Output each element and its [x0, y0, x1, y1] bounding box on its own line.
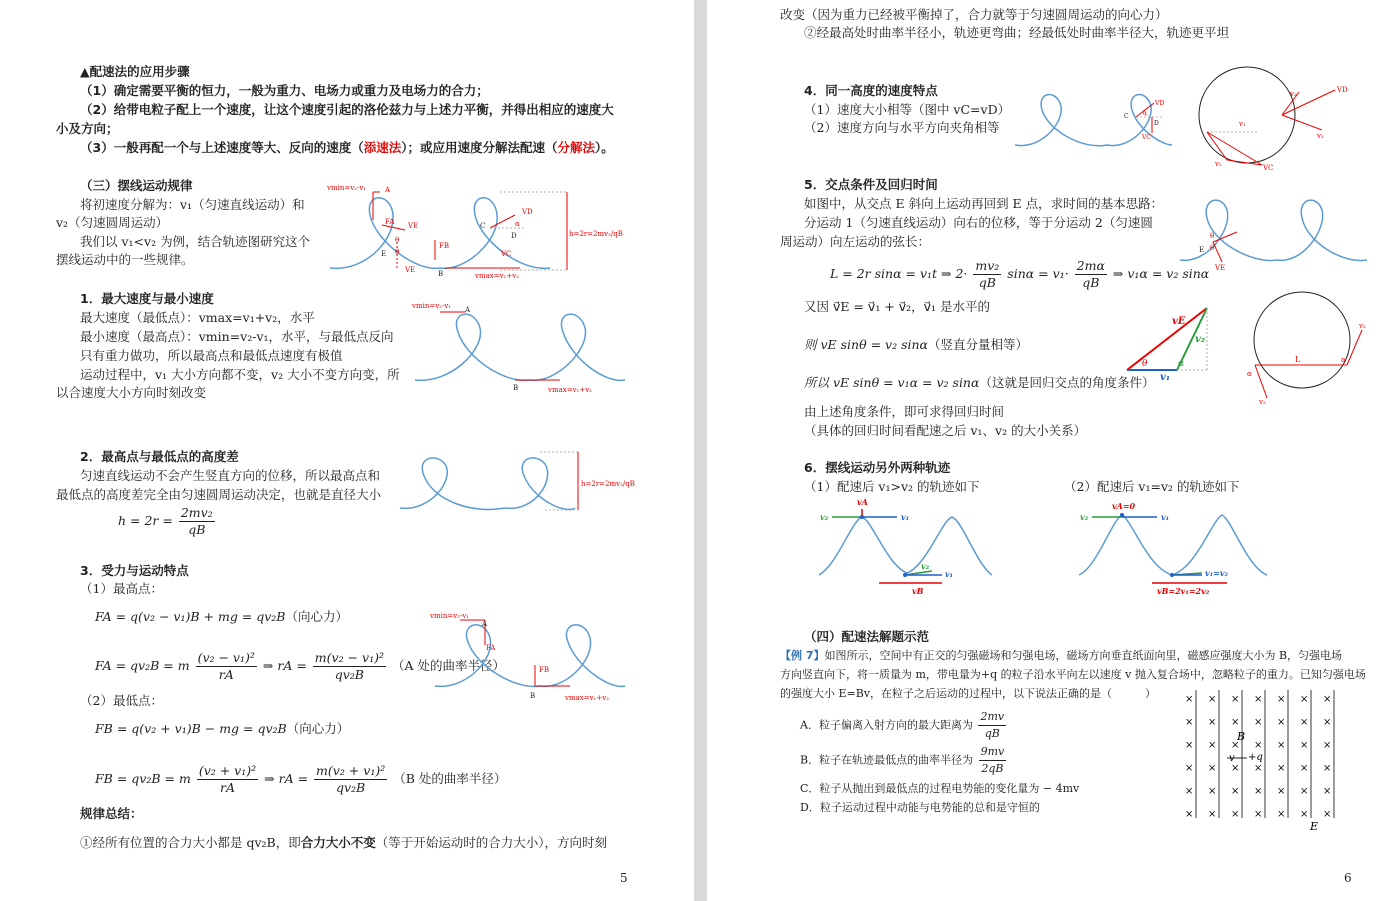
r-s4-l1: （1）速度大小相等（图中 vC=vD）	[804, 102, 1011, 117]
field-cross-mark: ×	[1300, 717, 1309, 728]
fig7-E: E	[1199, 246, 1205, 254]
r-opt-a-num: 2mv	[978, 709, 1006, 726]
vector-triangle-figure	[1122, 300, 1222, 383]
fig12-B: B	[1237, 730, 1246, 743]
r-s5-eq-d1: qB	[978, 275, 996, 290]
cycloid-figure-1	[325, 180, 635, 285]
circle-velocity-figure	[1187, 60, 1367, 175]
fig1-VD: VD	[522, 208, 533, 216]
s2-title: （三）摆线运动规律	[80, 178, 193, 193]
s4-eq-den: qB	[188, 522, 206, 537]
s6-title: 规律总结：	[80, 806, 143, 821]
s5-title: 3．受力与运动特点	[80, 563, 189, 578]
fig11-eq: v₁=v₂	[1205, 568, 1229, 578]
s5-eq3	[95, 720, 349, 738]
fig1-FB: FB	[439, 242, 450, 250]
r-opt-a-frac	[978, 709, 1006, 742]
r-s7-title: （四）配速法解题示范	[804, 629, 930, 644]
r-s5-eq-frac2	[1075, 258, 1107, 291]
s5-eq2-mid: ⇒ rA =	[262, 658, 307, 673]
r-s6-title: 6．摆线运动另外两种轨迹	[804, 460, 951, 475]
fig4-A: A	[482, 620, 488, 628]
s5-top: （1）最高点：	[80, 581, 163, 596]
field-cross-mark: ×	[1185, 809, 1194, 820]
field-cross-mark: ×	[1323, 763, 1332, 774]
field-cross-mark: ×	[1185, 740, 1194, 751]
fig7-theta2: θ	[1210, 244, 1215, 252]
s2-p2b: 摆线运动中的一些规律。	[56, 252, 194, 267]
s4-l2: 最低点的高度差完全由匀速圆周运动决定，也就是直径大小	[56, 487, 382, 502]
fig8-alpha: α	[1178, 359, 1185, 369]
field-cross-mark: ×	[1208, 809, 1217, 820]
r-opt-a-den: qB	[984, 727, 1000, 740]
s5-eq1-text: FA = q(v₂ − v₁)B + mg = qv₂B	[95, 609, 286, 624]
r-s5-eq-b: sinα = v₁·	[1007, 266, 1069, 281]
s3-l3: 只有重力做功，所以最高点和最低点速度有极值	[80, 348, 343, 363]
fig11-v2: v₂	[1080, 512, 1089, 522]
s6-l1-bold: 合力大小不变	[300, 835, 376, 850]
s1-line3-a: （3）一般再配一个与上述速度等大、反向的速度（	[80, 140, 364, 155]
field-cross-mark: ×	[1323, 694, 1332, 705]
s5-eq1-note: （向心力）	[285, 609, 349, 624]
s6-l1-a: ①经所有位置的合力大小都是 qv₂B，即	[80, 835, 301, 850]
field-cross-mark: ×	[1254, 717, 1263, 728]
s5-eq4-mid: ⇒ rA =	[264, 771, 309, 786]
s5-eq2-note: （A 处的曲率半径）	[391, 658, 505, 673]
cycloid-figure-3	[395, 450, 635, 520]
r-s4-title: 4．同一高度的速度特点	[804, 83, 938, 98]
s3-l4b: 以合速度大小方向时刻改变	[56, 385, 207, 400]
fig11-vA: vA=0	[1112, 501, 1136, 511]
r-opt-b-frac	[979, 744, 1007, 777]
page-right	[707, 0, 1391, 901]
r-s5-eq	[830, 258, 1209, 291]
fig9-L: L	[1295, 355, 1301, 364]
field-cross-mark: ×	[1277, 809, 1286, 820]
fig11-vB: vB=2v₁=2v₂	[1157, 586, 1210, 596]
fig1-A: A	[385, 186, 391, 194]
field-cross-mark: ×	[1208, 786, 1217, 797]
fig6-v1a: v₁	[1239, 120, 1246, 128]
r-s5-l1: 如图中，从交点 E 斜向上运动再回到 E 点，求时间的基本思路：	[804, 196, 1164, 211]
field-cross-mark: ×	[1300, 694, 1309, 705]
field-cross-mark: ×	[1323, 786, 1332, 797]
r-top1: 改变（因为重力已经被平衡掉了，合力就等于匀速圆周运动的向心力）	[780, 7, 1168, 22]
s5-eq4-den1: rA	[219, 780, 235, 795]
s4-eq-num: 2mv₂	[180, 505, 213, 520]
s5-eq4-note: （B 处的曲率半径）	[393, 771, 507, 786]
field-cross-mark: ×	[1277, 694, 1286, 705]
field-cross-mark: ×	[1277, 786, 1286, 797]
field-cross-mark: ×	[1208, 694, 1217, 705]
fig10-vB: vB	[912, 586, 924, 596]
s1-line2a: （2）给带电粒子配上一个速度，让这个速度引起的洛伦兹力与上述力平衡，并得出相应的速度大	[80, 102, 614, 117]
r-s5-l6: 由上述角度条件，即可求得回归时间	[804, 404, 1005, 419]
fig10-v1: v₁	[901, 512, 910, 522]
field-cross-mark: ×	[1277, 763, 1286, 774]
r-s5-l4	[804, 336, 1028, 354]
s1-line3-red1: 添速法	[363, 140, 402, 155]
field-cross-mark: ×	[1323, 740, 1332, 751]
fig1-vmax: vmax=v₁+v₂	[475, 272, 519, 280]
fig9-alpha1: α	[1341, 356, 1346, 364]
r-s5-title: 5．交点条件及回归时间	[804, 177, 938, 192]
s2-p2a: 我们以 v₁<v₂ 为例，结合轨迹图研究这个	[80, 234, 311, 249]
field-cross-mark: ×	[1277, 740, 1286, 751]
s5-eq2-lhs: FA = qv₂B = m	[95, 658, 190, 673]
s5-eq2-frac1	[196, 650, 257, 683]
s1-line3-c: ）。	[595, 140, 614, 155]
r-s5-eq-n2: 2mα	[1076, 258, 1105, 273]
field-cross-mark: ×	[1231, 694, 1240, 705]
page-number-right: 6	[1344, 871, 1352, 885]
fig1-C: C	[480, 222, 486, 230]
fig5-C: C	[1124, 113, 1129, 120]
field-cross-mark: ×	[1231, 763, 1240, 774]
fig12-v: v	[1229, 753, 1235, 764]
s5-eq4-lhs: FB = qv₂B = m	[95, 771, 191, 786]
r-ex-tag: 【例 7】	[780, 649, 825, 662]
field-cross-mark: ×	[1300, 740, 1309, 751]
s1-line1: （1）确定需要平衡的恒力，一般为重力、电场力或重力及电场力的合力；	[80, 83, 489, 98]
field-cross-mark: ×	[1231, 740, 1240, 751]
s2-p1b: v₂（匀速圆周运动）	[56, 215, 169, 230]
fig4-FA: FA	[486, 644, 496, 652]
fig1-B: B	[438, 270, 444, 278]
fig2-vmin: vmin=v₂-v₁	[412, 302, 452, 310]
fig5-VC: VC	[1142, 134, 1151, 141]
fig6-v2b: v₂	[1215, 160, 1222, 168]
s6-l1	[80, 834, 607, 852]
fig5-alpha: α	[1143, 110, 1148, 117]
field-cross-mark: ×	[1208, 763, 1217, 774]
field-cross-mark: ×	[1254, 740, 1263, 751]
cycloid-figure-7	[1177, 190, 1372, 275]
field-cross-mark: ×	[1254, 763, 1263, 774]
s5-eq1	[95, 608, 348, 626]
s5-eq4-num2: m(v₂ + v₁)²	[316, 763, 386, 778]
r-s4-l2: （2）速度方向与水平方向夹角相等	[804, 120, 1000, 135]
field-cross-mark: ×	[1277, 717, 1286, 728]
fig8-v1: v₁	[1160, 372, 1171, 383]
s4-eq-frac	[179, 505, 215, 538]
r-s5-eq-frac1	[973, 258, 1001, 291]
r-top2: ②经最高处时曲率半径小，轨迹更弯曲；经最低处时曲率半径大，轨迹更平坦	[804, 25, 1230, 40]
r-opt-b-text: B．粒子在轨迹最低点的曲率半径为	[800, 753, 974, 767]
r-s5-l5	[804, 374, 1154, 392]
fig9-v2a: v₂	[1359, 322, 1366, 330]
fig4-vmax: vmax=v₁+v₂	[565, 694, 609, 702]
s4-eq-lhs: h = 2r =	[118, 513, 173, 528]
s5-eq4-num1: (v₂ + v₁)²	[198, 763, 257, 778]
field-cross-mark: ×	[1231, 717, 1240, 728]
r-opt-b-num: 9mv	[979, 744, 1007, 761]
r-s5-l4-b: （竖直分量相等）	[928, 337, 1029, 352]
fig6-VC: VC	[1263, 164, 1274, 172]
page-number-left: 5	[620, 871, 628, 885]
r-s5-l2a: 分运动 1（匀速直线运动）向右的位移，等于分运动 2（匀速圆	[804, 215, 1153, 230]
cycloid-v1-gt-v2-figure	[817, 495, 1017, 600]
r-s6-c1: （1）配速后 v₁>v₂ 的轨迹如下	[804, 479, 980, 494]
s1-title: ▲配速法的应用步骤	[80, 64, 190, 79]
field-cross-mark: ×	[1231, 809, 1240, 820]
s2-p1a: 将初速度分解为：v₁（匀速直线运动）和	[80, 197, 305, 212]
fig1-FA: FA	[385, 218, 395, 226]
field-cross-mark: ×	[1208, 717, 1217, 728]
r-s5-eq-c: ⇒ v₁α = v₂ sinα	[1112, 266, 1210, 281]
field-cross-mark: ×	[1254, 786, 1263, 797]
cycloid-figure-4	[430, 610, 630, 705]
s1-line3-b: ）；或应用速度分解法配速（	[401, 140, 558, 155]
fig9-alpha2: α	[1247, 370, 1252, 378]
fig1-theta: θ	[395, 236, 400, 244]
r-s5-l5-a: 所以 vE sinθ = v₁α = v₂ sinα	[804, 375, 980, 390]
field-cross-mark: ×	[1185, 717, 1194, 728]
fig1-VC: VC	[501, 250, 512, 258]
fig2-vmax: vmax=v₁+v₂	[548, 386, 592, 394]
s5-bot: （2）最低点：	[80, 693, 163, 708]
r-opt-c[interactable]: C．粒子从抛出到最低点的过程电势能的变化量为 − 4mv	[800, 782, 1080, 795]
r-opt-d[interactable]: D．粒子运动过程中动能与电势能的总和是守恒的	[800, 801, 1040, 814]
field-cross-mark: ×	[1323, 717, 1332, 728]
fig6-v2: v₂	[1290, 90, 1297, 98]
fig1-vmin: vmin=v₂-v₁	[327, 184, 367, 192]
field-cross-mark: ×	[1254, 809, 1263, 820]
r-ex-l2: 方向竖直向下，将一质量为 m，带电量为+q 的粒子沿水平向左以速度 v 抛入复合场中，忽略粒子的重力。已知匀强电场	[780, 668, 1366, 681]
s5-eq2-num1: (v₂ − v₁)²	[197, 650, 255, 665]
fig3-h: h=2r=2mv₂/qB	[581, 480, 635, 488]
r-opt-a[interactable]	[800, 709, 1008, 742]
s1-line3	[80, 139, 614, 157]
r-s5-eq-a: L = 2r sinα = v₁t ⇒ 2·	[830, 266, 968, 281]
fig7-VE: VE	[1215, 264, 1226, 272]
fig10-v2: v₂	[820, 512, 829, 522]
r-opt-b-den: 2qB	[981, 762, 1004, 775]
field-cross-mark: ×	[1254, 694, 1263, 705]
fig8-theta: θ	[1142, 359, 1148, 369]
field-cross-mark: ×	[1208, 740, 1217, 751]
fig1-theta2: θ	[395, 248, 400, 256]
field-cross-mark: ×	[1185, 763, 1194, 774]
r-opt-b[interactable]	[800, 744, 1008, 777]
fig1-E: E	[381, 250, 387, 258]
field-cross-mark: ×	[1300, 763, 1309, 774]
field-cross-mark: ×	[1231, 786, 1240, 797]
s5-eq4-den2: qv₂B	[335, 780, 366, 795]
page-left	[0, 0, 694, 901]
fig1-alpha: α	[515, 220, 520, 228]
r-s5-eq-d2: qB	[1082, 275, 1100, 290]
s5-eq4-frac2	[314, 763, 387, 796]
r-s6-c2: （2）配速后 v₁=v₂ 的轨迹如下	[1064, 479, 1240, 494]
fig10-v2b: v₂	[921, 561, 930, 571]
field-cross-mark: ×	[1185, 694, 1194, 705]
fig7-theta: θ	[1210, 232, 1215, 240]
field-cross-mark: ×	[1323, 809, 1332, 820]
fig4-FB: FB	[539, 666, 550, 674]
fig1-h: h=2r=2mv₂/qB	[569, 230, 623, 238]
r-s5-l4-a: 则 vE sinθ = v₂ sinα	[804, 337, 928, 352]
r-ex-l1	[780, 647, 1342, 665]
r-s5-l7: （具体的回归时间看配速之后 v₁、v₂ 的大小关系）	[804, 423, 1087, 438]
s5-eq2-frac2	[313, 650, 386, 683]
s4-equation	[118, 505, 217, 538]
fig12-q: +q	[1248, 752, 1263, 763]
fig2-A: A	[465, 306, 471, 314]
s5-eq3-note: （向心力）	[286, 721, 350, 736]
cycloid-figure-5	[1012, 85, 1177, 155]
s1-line3-red2: 分解法	[557, 140, 595, 155]
fig8-v2: v₂	[1195, 334, 1206, 345]
fig10-vA: vA	[857, 497, 868, 507]
chord-circle-figure	[1237, 290, 1372, 405]
fig1-VE2: VE	[405, 266, 416, 274]
s3-l2: 最小速度（最高点）：vmin=v₂-v₁，水平，与最低点反向	[80, 329, 394, 344]
fig6-v1b: v₁	[1317, 132, 1324, 140]
fig11-v1: v₁	[1161, 512, 1170, 522]
s5-eq2-den2: qv₂B	[334, 667, 364, 682]
s6-l1-b: （等于开始运动时的合力大小），方向时刻	[375, 835, 608, 850]
s5-eq4	[95, 763, 506, 796]
s5-eq2-num2: m(v₂ − v₁)²	[314, 650, 384, 665]
r-ex-l1-text: 如图所示，空间中有正交的匀强磁场和匀强电场，磁场方向垂直纸面向里，磁感应强度大小为 B，匀强电场	[824, 649, 1343, 662]
s4-title: 2．最高点与最低点的高度差	[80, 449, 239, 464]
r-s5-eq-n1: mv₂	[975, 258, 1000, 273]
fig12-E: E	[1310, 820, 1319, 833]
cycloid-v1-eq-v2-figure	[1077, 495, 1287, 600]
field-cross-mark: ×	[1185, 786, 1194, 797]
r-s5-l2b: 周运动）向左运动的弦长：	[780, 234, 931, 249]
r-s5-l3: 又因 v⃗E = v⃗₁ + v⃗₂，v⃗₁ 是水平的	[804, 299, 991, 314]
s1-line2b: 小及方向；	[56, 121, 119, 136]
s3-title: 1．最大速度与最小速度	[80, 291, 214, 306]
s4-l1: 匀速直线运动不会产生竖直方向的位移，所以最高点和	[80, 468, 381, 483]
fig1-VE: VE	[408, 222, 419, 230]
fig2-B: B	[513, 384, 519, 392]
field-cross-mark: ×	[1300, 786, 1309, 797]
r-opt-a-text: A．粒子偏离入射方向的最大距离为	[800, 718, 973, 732]
fig9-v2b: v₂	[1259, 398, 1266, 406]
fig6-VD: VD	[1337, 86, 1348, 94]
field-grid-figure	[1185, 688, 1355, 833]
r-s5-l5-b: （这就是回归交点的角度条件）	[979, 375, 1155, 390]
cycloid-figure-2	[410, 300, 630, 400]
fig4-B: B	[530, 692, 536, 700]
s5-eq4-frac1	[197, 763, 258, 796]
s5-eq2-den1: rA	[218, 667, 234, 682]
fig5-VD: VD	[1155, 100, 1165, 107]
fig5-D: D	[1154, 120, 1159, 127]
fig10-v1b: v₁	[945, 569, 954, 579]
fig1-D: D	[511, 232, 517, 240]
s3-l4a: 运动过程中，v₁ 大小方向都不变，v₂ 大小不变方向变，所	[80, 367, 400, 382]
r-ex-l3: 的强度大小 E=Bv，在粒子之后运动的过程中，以下说法正确的是（ ）	[780, 687, 1157, 700]
fig8-vE: vE	[1172, 316, 1186, 327]
s3-l1: 最大速度（最低点）：vmax=v₁+v₂，水平	[80, 310, 315, 325]
fig4-vmin: vmin=v₂-v₁	[430, 612, 470, 620]
s5-eq3-text: FB = q(v₂ + v₁)B − mg = qv₂B	[95, 721, 287, 736]
field-cross-mark: ×	[1300, 809, 1309, 820]
